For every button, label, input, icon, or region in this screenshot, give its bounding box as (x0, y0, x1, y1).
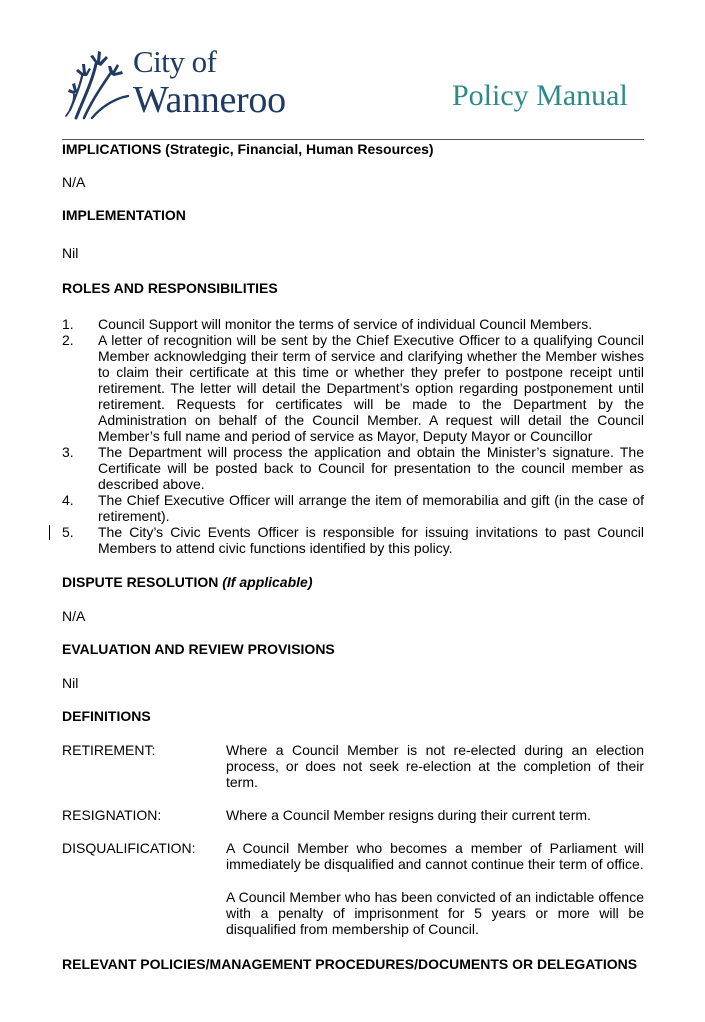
implementation-body: Nil (62, 245, 79, 261)
page-header (0, 0, 705, 140)
list-item (62, 444, 644, 492)
list-item-number: 4. (62, 492, 74, 508)
definition-paragraph: A Council Member who becomes a member of Parliament will immediately be disqualified and cannot continue their term of office. (226, 840, 644, 872)
heading-implications: IMPLICATIONS (Strategic, Financial, Human Resources) (62, 141, 434, 157)
list-item-text: Council Support will monitor the terms of service of individual Council Members. (98, 316, 593, 332)
definition-row (62, 840, 644, 937)
definition-paragraph: A Council Member who has been convicted of an indictable offence with a penalty of imprisonment for 5 years or more will be disqualified from membership of Council. (226, 889, 644, 937)
logo-wanneroo: Wanneroo (133, 79, 286, 121)
list-item-number: 5. (62, 524, 74, 540)
dispute-heading-text: DISPUTE RESOLUTION (62, 574, 219, 590)
definition-desc (226, 742, 644, 790)
definition-term: DISQUALIFICATION: (62, 840, 196, 856)
header-divider (62, 139, 644, 140)
roles-list (62, 316, 644, 556)
definition-row (62, 742, 644, 790)
heading-implementation: IMPLEMENTATION (62, 207, 186, 223)
dispute-heading-note: (If applicable) (222, 574, 313, 590)
document-body (62, 141, 644, 972)
definition-term: RETIREMENT: (62, 742, 156, 758)
heading-evaluation: EVALUATION AND REVIEW PROVISIONS (62, 641, 335, 657)
evaluation-body: Nil (62, 675, 79, 691)
policy-manual-title: Policy Manual (452, 79, 628, 112)
list-item-text: The City’s Civic Events Officer is responsible for issuing invitations to past Council Members to attend civic functions identified by this policy. (98, 524, 644, 556)
list-item-number: 2. (62, 332, 74, 348)
dispute-body: N/A (62, 608, 86, 624)
implications-body: N/A (62, 174, 86, 190)
list-item-number: 1. (62, 316, 74, 332)
heading-roles: ROLES AND RESPONSIBILITIES (62, 280, 278, 296)
definition-row (62, 807, 644, 823)
definition-desc (226, 840, 644, 937)
list-item (62, 492, 644, 524)
list-item (62, 332, 644, 444)
list-item (62, 316, 644, 332)
definition-paragraph: Where a Council Member resigns during their current term. (226, 807, 591, 823)
logo-city-of: City of (133, 44, 217, 79)
wanneroo-plant-icon (62, 46, 132, 122)
list-item-number: 3. (62, 444, 74, 460)
list-item-text: The Department will process the application and obtain the Minister’s signature. The Certificate will be posted back to Council for presentation to the council member as described above. (98, 444, 644, 492)
heading-relevant: RELEVANT POLICIES/MANAGEMENT PROCEDURES/DOCUMENTS OR DELEGATIONS (62, 956, 638, 972)
list-item (62, 524, 644, 556)
definition-term: RESIGNATION: (62, 807, 162, 823)
definition-desc (226, 807, 644, 823)
heading-dispute (62, 574, 644, 590)
list-item-text: The Chief Executive Officer will arrange the item of memorabilia and gift (in the case of retirement). (98, 492, 644, 524)
definition-paragraph: Where a Council Member is not re-elected during an election process, or does not seek re-election at the completion of their term. (226, 742, 644, 790)
revision-change-bar (49, 525, 50, 540)
heading-definitions: DEFINITIONS (62, 708, 151, 724)
list-item-text: A letter of recognition will be sent by the Chief Executive Officer to a qualifying Council Member acknowledging their term of service and clarifying whether the Member wishes to claim their certificate at this time or whether they prefer to postpone receipt until retirement. The letter will detail the Department’s option regarding postponement until retirement. Requests for certificates will be made to the Department by the Administration on behalf of the Council Member. A request will detail the Council Member’s full name and period of service as Mayor, Deputy Mayor or Councillor (98, 332, 644, 444)
